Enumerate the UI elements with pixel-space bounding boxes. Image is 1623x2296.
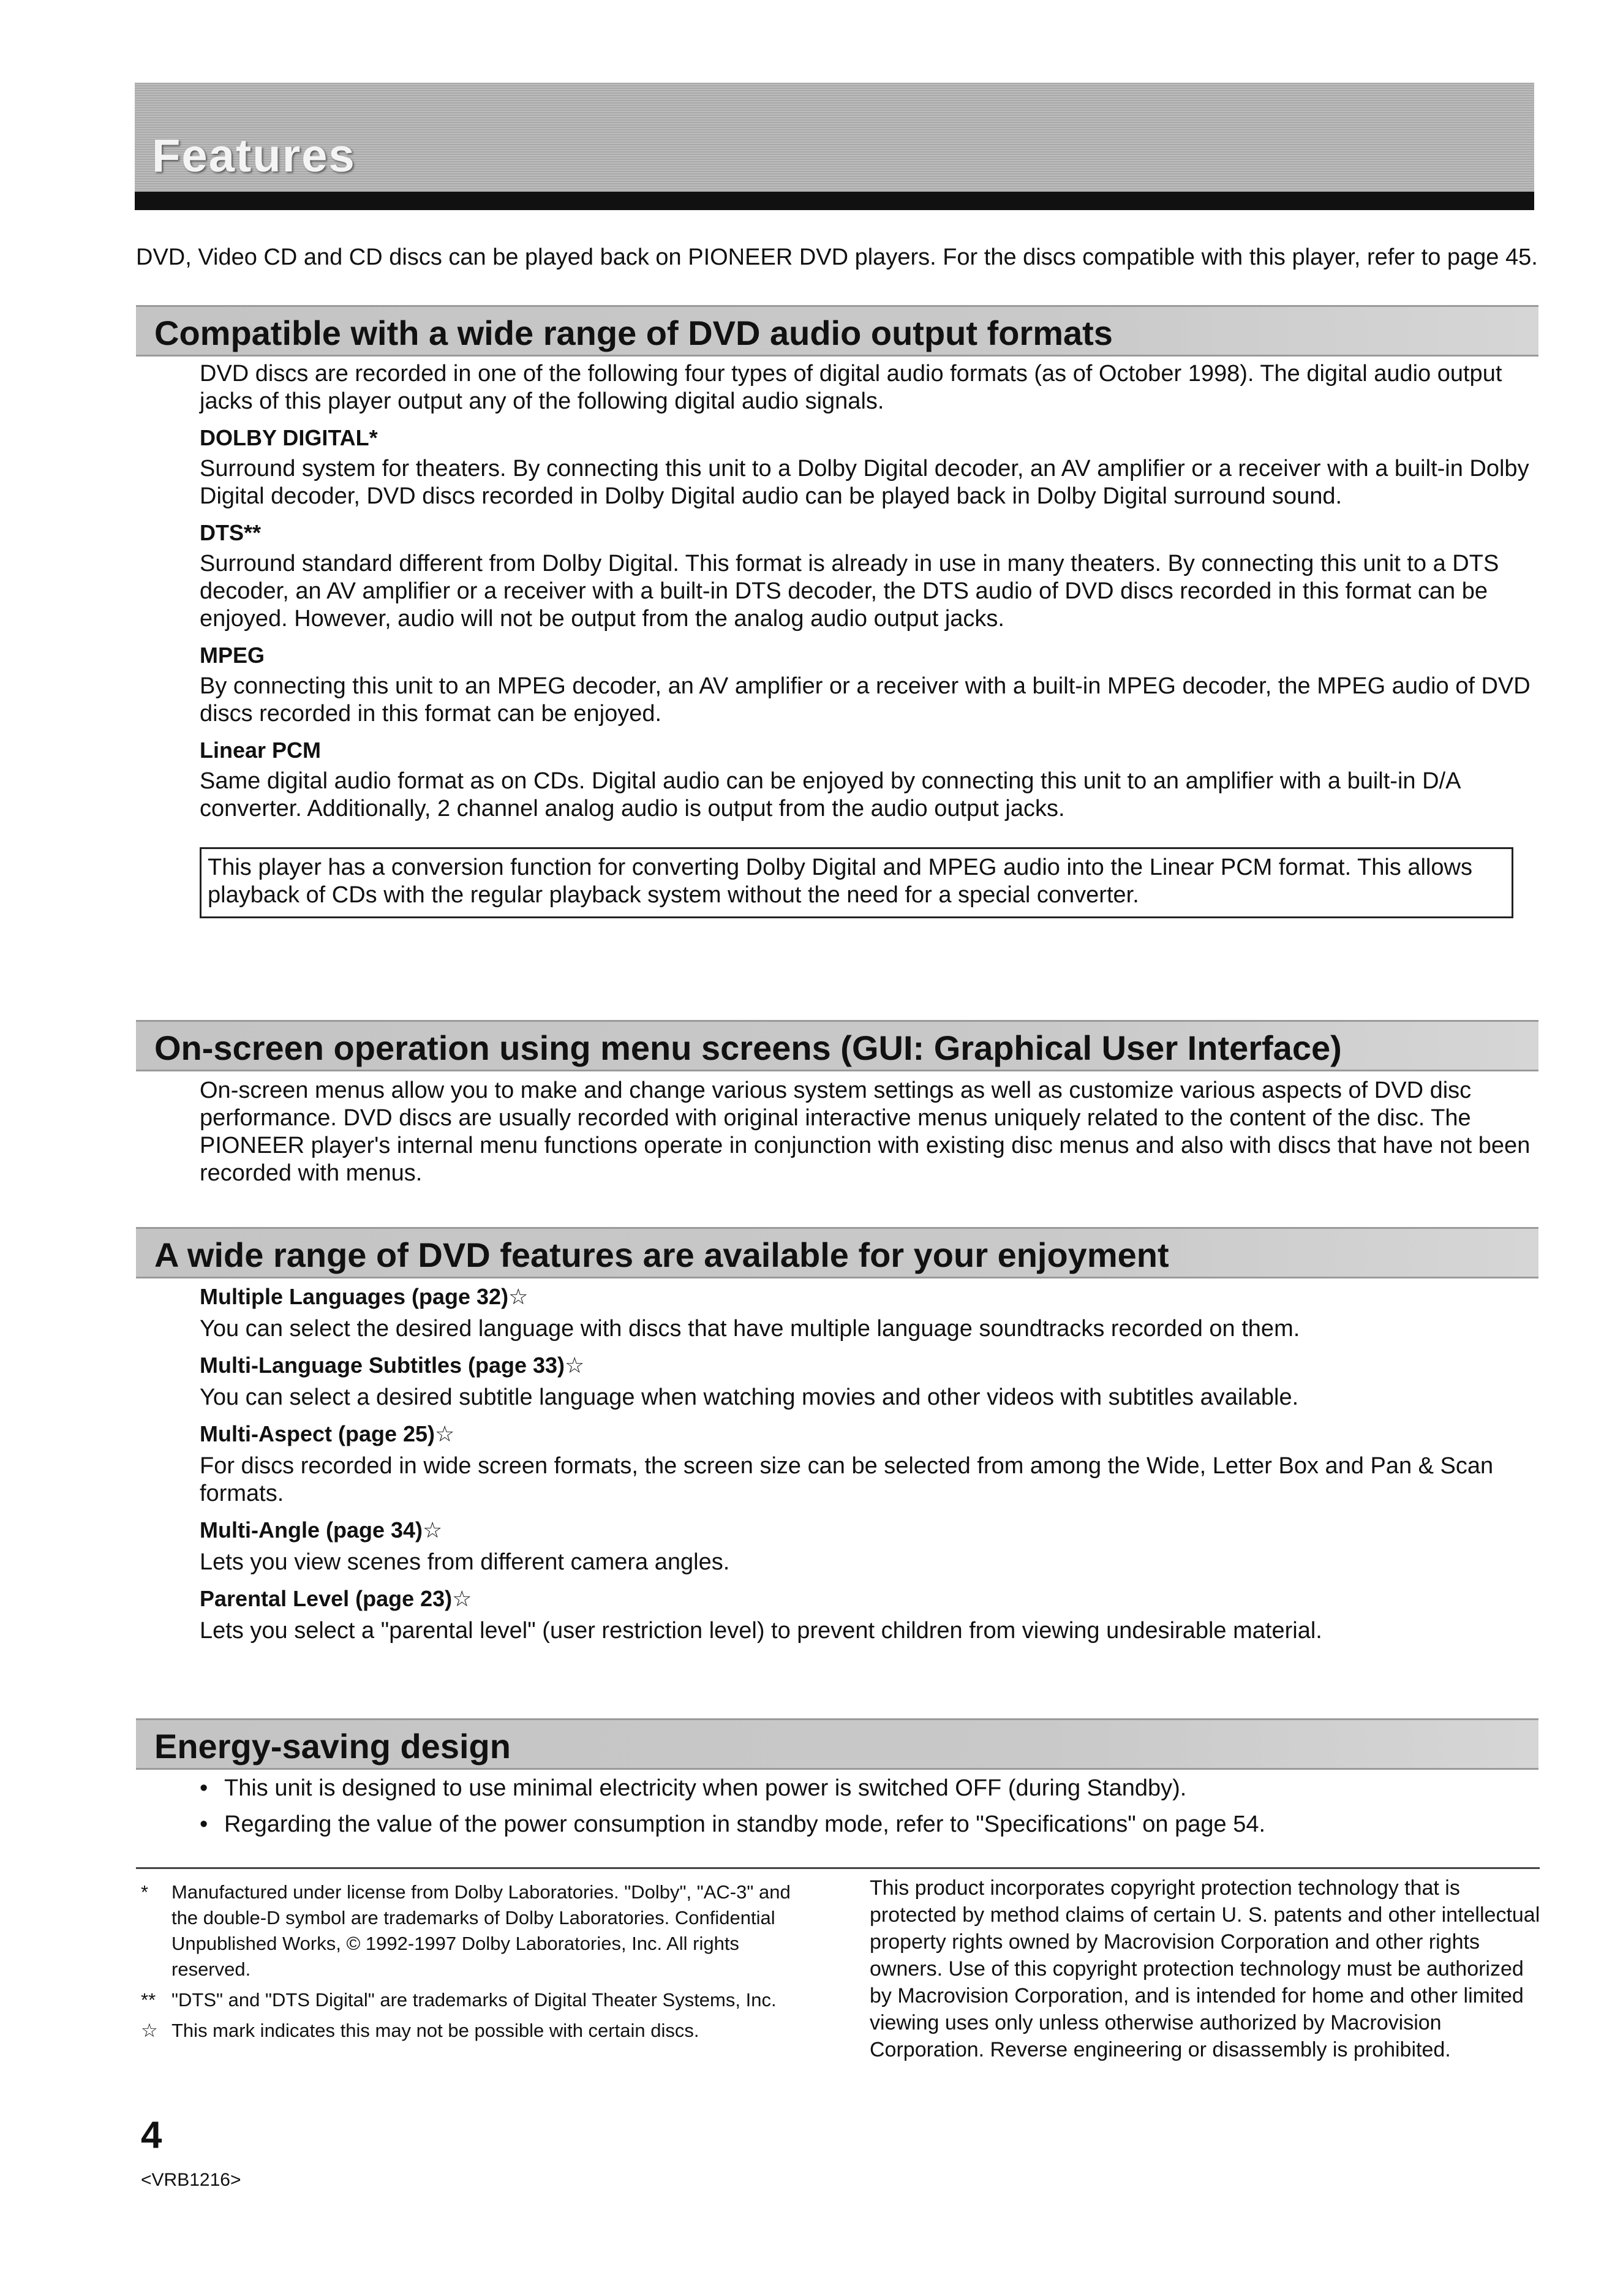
section-title-gui: On-screen operation using menu screens (GUI: Graphical User Interface): [154, 1029, 1342, 1067]
feature-text: You can select the desired language with discs that have multiple language soundtracks recorded on them.: [200, 1316, 1300, 1342]
star-icon: ☆: [141, 2020, 158, 2041]
feature-text: Lets you view scenes from different camera angles.: [200, 1549, 730, 1575]
section-heading-audio: [136, 305, 1538, 357]
feature-text: You can select a desired subtitle language when watching movies and other videos with subtitles available.: [200, 1384, 1299, 1410]
section-body-features: [200, 1283, 1541, 1645]
footnote-mark: *: [141, 1881, 149, 1903]
feature-text: Lets you select a "parental level" (user restriction level) to prevent children from viewing undesirable material.: [200, 1618, 1322, 1644]
gui-text: On-screen menus allow you to make and change various system settings as well as customize various aspects of DVD disc performance. DVD discs are usually recorded with original interactive menus uniquely related to the content of the disc. The PIONEER player's internal menu functions operate in conjunction with existing disc menus and also with discs that have not been recorded with menus.: [200, 1078, 1531, 1186]
feature-title: Multi-Aspect (page 25)☆: [200, 1421, 455, 1446]
audio-format-title: Linear PCM: [200, 738, 322, 763]
section-title-audio: Compatible with a wide range of DVD audio output formats: [154, 314, 1113, 352]
star-icon: ☆: [423, 1517, 443, 1543]
footnotes: [141, 1879, 821, 2049]
list-item: • This unit is designed to use minimal electricity when power is switched OFF (during Standby).: [200, 1775, 1187, 1801]
audio-format-text: Surround system for theaters. By connecting this unit to a Dolby Digital decoder, an AV amplifier or a receiver with a built-in Dolby Digital decoder, DVD discs recorded in Dolby Digital audio can be played back in Dolby Digital surround sound.: [200, 456, 1529, 509]
star-icon: ☆: [508, 1284, 529, 1309]
footnote: ** "DTS" and "DTS Digital" are trademarks of Digital Theater Systems, Inc.: [141, 1987, 821, 2013]
page-title: Features: [152, 130, 356, 182]
page-number: 4: [141, 2114, 162, 2156]
footer-divider: [136, 1867, 1540, 1869]
feature-title: Multi-Angle (page 34)☆: [200, 1517, 443, 1543]
audio-lead: DVD discs are recorded in one of the following four types of digital audio formats (as of October 1998). The digital audio output jacks of this player output any of the following digital audio signals.: [200, 361, 1502, 414]
energy-bullet-list: [200, 1775, 1541, 1838]
page-title-bar: [135, 83, 1534, 210]
star-icon: ☆: [435, 1421, 455, 1446]
feature-title: Multiple Languages (page 32)☆: [200, 1284, 529, 1309]
audio-format-title: DOLBY DIGITAL*: [200, 425, 378, 450]
section-heading-gui: [136, 1020, 1538, 1071]
audio-format-text: By connecting this unit to an MPEG decoder, an AV amplifier or a receiver with a built-in MPEG decoder, the MPEG audio of DVD discs recorded in this format can be enjoyed.: [200, 673, 1531, 727]
list-item: • Regarding the value of the power consumption in standby mode, refer to "Specifications" on page 54.: [200, 1811, 1266, 1837]
title-rule: [135, 192, 1534, 210]
feature-title: Parental Level (page 23)☆: [200, 1586, 472, 1611]
intro-paragraph: DVD, Video CD and CD discs can be played back on PIONEER DVD players. For the discs compatible with this player, refer to page 45.: [136, 244, 1538, 270]
audio-format-title: DTS**: [200, 520, 262, 545]
section-title-energy: Energy-saving design: [154, 1727, 511, 1765]
feature-title: Multi-Language Subtitles (page 33)☆: [200, 1353, 585, 1378]
feature-text: For discs recorded in wide screen formats, the screen size can be selected from among the Wide, Letter Box and Pan & Scan formats.: [200, 1453, 1494, 1506]
audio-format-text: Surround standard different from Dolby Digital. This format is already in use in many theaters. By connecting this unit to a DTS decoder, an AV amplifier or a receiver with a built-in DTS decoder, the DTS audio of DVD discs recorded in this format can be enjoyed. However, audio will not be output from the analog audio output jacks.: [200, 551, 1499, 632]
section-body-gui: [200, 1077, 1541, 1187]
section-heading-features: [136, 1227, 1538, 1278]
footnote: ☆ This mark indicates this may not be possible with certain discs.: [141, 2018, 821, 2044]
document-code: <VRB1216>: [141, 2170, 241, 2190]
copyright-notice: This product incorporates copyright protection technology that is protected by method claims of certain U. S. patents and other intellectual property rights owned by Macrovision Corporation and other rights owners. Use of this copyright protection technology must be authorized by Macrovision Corporation, and is intended for home and other limited viewing uses only unless otherwise authorized by Macrovision Corporation. Reverse engineering or disassembly is prohibited.: [870, 1876, 1540, 2061]
footnote-mark: **: [141, 1989, 156, 2011]
star-icon: ☆: [565, 1353, 585, 1378]
bullet-icon: •: [200, 1811, 208, 1837]
star-icon: ☆: [452, 1586, 472, 1611]
audio-format-title: MPEG: [200, 643, 265, 668]
conversion-note-box: This player has a conversion function for converting Dolby Digital and MPEG audio into the Linear PCM format. This allows playback of CDs with the regular playback system without the need for a special converter.: [200, 847, 1513, 918]
section-title-features: A wide range of DVD features are available for your enjoyment: [154, 1236, 1169, 1274]
section-body-audio: [200, 360, 1541, 918]
section-heading-energy: [136, 1718, 1538, 1770]
bullet-icon: •: [200, 1775, 208, 1801]
footnote: * Manufactured under license from Dolby Laboratories. "Dolby", "AC-3" and the double-D symbol are trademarks of Dolby Laboratories. Confidential Unpublished Works, © 1992-1997 Dolby Laboratories, Inc. All rights reserved.: [141, 1879, 821, 1982]
section-body-energy: [200, 1775, 1541, 1847]
audio-format-text: Same digital audio format as on CDs. Digital audio can be enjoyed by connecting this unit to an amplifier with a built-in D/A converter. Additionally, 2 channel analog audio is output from the audio output jacks.: [200, 768, 1460, 821]
